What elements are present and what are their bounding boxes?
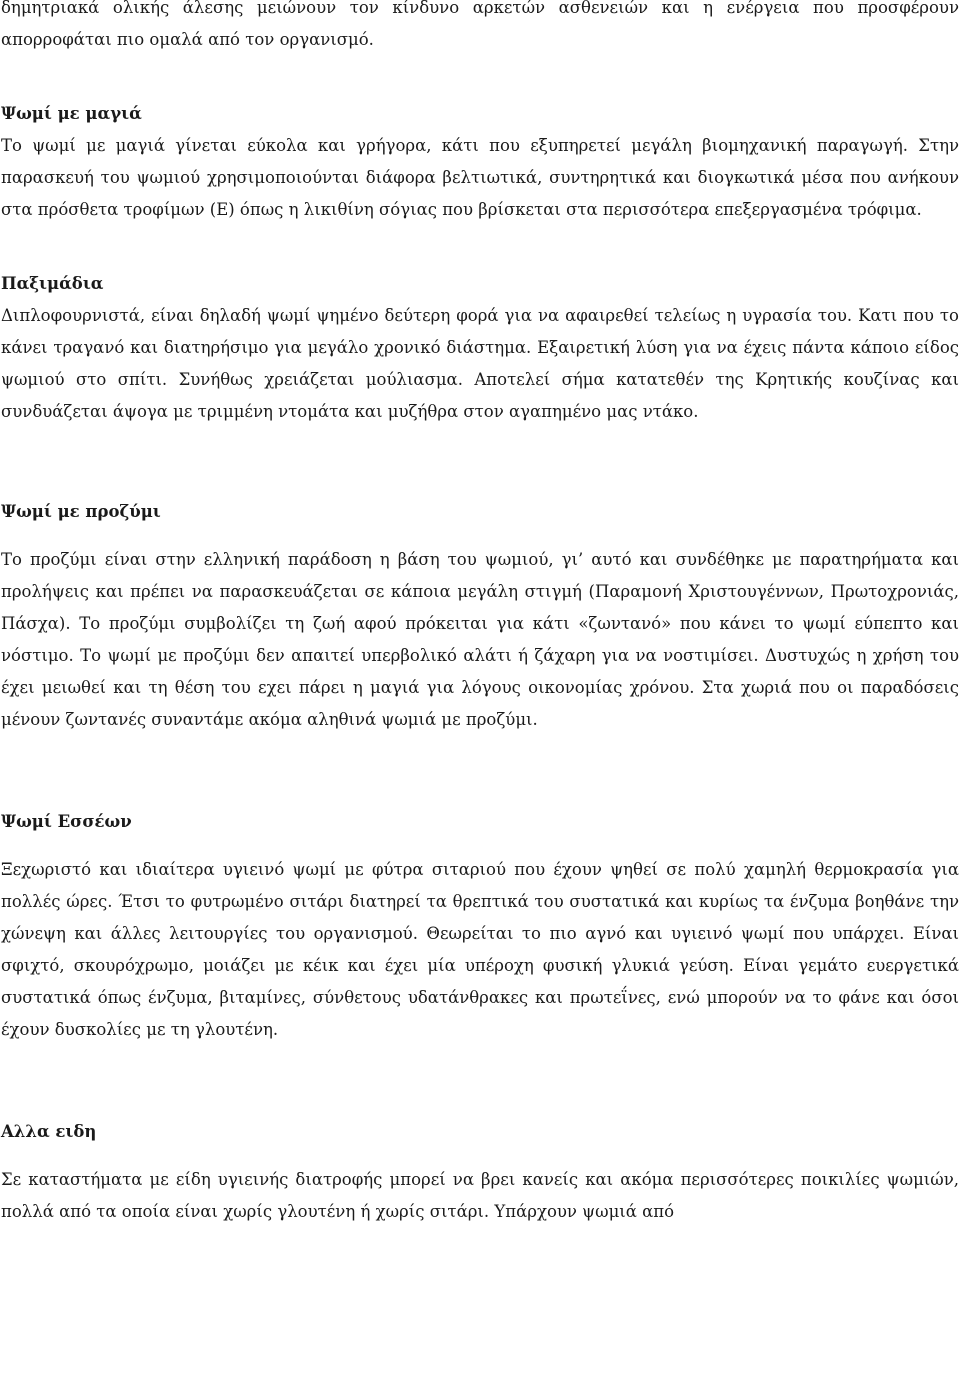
section-title-yeast-bread: Ψωμί με μαγιά <box>1 104 142 123</box>
title-spacer <box>0 838 960 854</box>
section-title-rusks: Παξιμάδια <box>1 274 104 293</box>
intro-paragraph: δημητριακά ολικής άλεσης μειώνουν τον κίνδυνο αρκετών ασθενειών και η ενέργεια που προσφέρουν απορροφάται πιο ομαλά από τον οργανισμό. <box>1 0 959 49</box>
section-paragraph-yeast-bread: Το ψωμί με μαγιά γίνεται εύκολα και γρήγορα, κάτι που εξυπηρετεί μεγάλη βιομηχανική παραγωγή. Στην παρασκευή του ψωμιού χρησιμοποιούνται διάφορα βελτιωτικά, συντηρητικά και διογκωτικά μέσα που ανήκουν στα πρόσθετα τροφίμων (Ε) όπως η λικιθίνη σόγιας που βρίσκεται στα περισσότερα επεξεργασμένα τρόφιμα. <box>1 136 959 219</box>
section-spacer <box>0 56 960 98</box>
section-title-sourdough-bread: Ψωμί με προζύμι <box>1 502 161 521</box>
title-spacer <box>0 1148 960 1164</box>
section-paragraph-rusks: Διπλοφουρνιστά, είναι δηλαδή ψωμί ψημένο δεύτερη φορά για να αφαιρεθεί τελείως η υγρασία του. Κατι που το κάνει τραγανό και διατηρήσιμο για μεγάλο χρονικό διάστημα. Εξαιρετική λύση για να έχεις πάντα κάποιο είδος ψωμιού στο σπίτι. Συνήθως χρειάζεται μούλιασμα. Αποτελεί σήμα κατατεθέν της Κρητικής κουζίνας και συνδυάζεται άψογα με τριμμένη ντομάτα και μυζήθρα στον αγαπημένο μας ντάκο. <box>1 306 959 421</box>
section-spacer <box>0 736 960 806</box>
title-spacer <box>0 528 960 544</box>
section-spacer <box>0 1046 960 1116</box>
section-spacer <box>0 226 960 268</box>
section-paragraph-other-types: Σε καταστήματα με είδη υγιεινής διατροφής μπορεί να βρει κανείς και ακόμα περισσότερες ποικιλίες ψωμιών, πολλά από τα οποία είναι χωρίς γλουτένη ή χωρίς σιτάρι. Υπάρχουν ψωμιά από <box>1 1170 959 1221</box>
section-spacer <box>0 428 960 496</box>
section-title-essene-bread: Ψωμί Εσσέων <box>1 812 132 831</box>
section-paragraph-sourdough-bread: Το προζύμι είναι στην ελληνική παράδοση η βάση του ψωμιού, γι’ αυτό και συνδέθηκε με παρατηρήματα και προλήψεις και πρέπει να παρασκευάζεται σε κάποια μεγάλη στιγμή (Παραμονή Χριστουγέννων, Πρωτοχρονιάς, Πάσχα). Το προζύμι συμβολίζει τη ζωή αφού πρόκειται για κάτι «ζωντανό» που κάνει το ψωμί εύπεπτο και νόστιμο. Το ψωμί με προζύμι δεν απαιτεί υπερβολικό αλάτι ή ζάχαρη για να νοστιμίσει. Δυστυχώς η χρήση του έχει μειωθεί και τη θέση του εχει πάρει η μαγιά για λόγους οικονομίας χρόνου. Στα χωριά που οι παραδόσεις μένουν ζωντανές συναντάμε ακόμα αληθινά ψωμιά με προζύμι. <box>1 550 959 729</box>
section-paragraph-essene-bread: Ξεχωριστό και ιδιαίτερα υγιεινό ψωμί με φύτρα σιταριού που έχουν ψηθεί σε πολύ χαμηλή θερμοκρασία για πολλές ώρες. Έτσι το φυτρωμένο σιτάρι διατηρεί τα θρεπτικά του συστατικά και κυρίως τα ένζυμα βοηθάνε την χώνεψη και άλλες λειτουργίες του οργανισμού. Θεωρείται το πιο αγνό και υγιεινό ψωμί που υπάρχει. Είναι σφιχτό, σκουρόχρωμο, μοιάζει με κέικ και έχει μία υπέροχη φυσική γλυκιά γεύση. Είναι γεμάτο ευεργετικά συστατικά όπως ένζυμα, βιταμίνες, σύνθετους υδατάνθρακες και πρωτεΐνες, ενώ μπορούν να το φάνε και όσοι έχουν δυσκολίες με τη γλουτένη. <box>1 860 959 1039</box>
section-title-other-types: Αλλα ειδη <box>1 1122 97 1141</box>
